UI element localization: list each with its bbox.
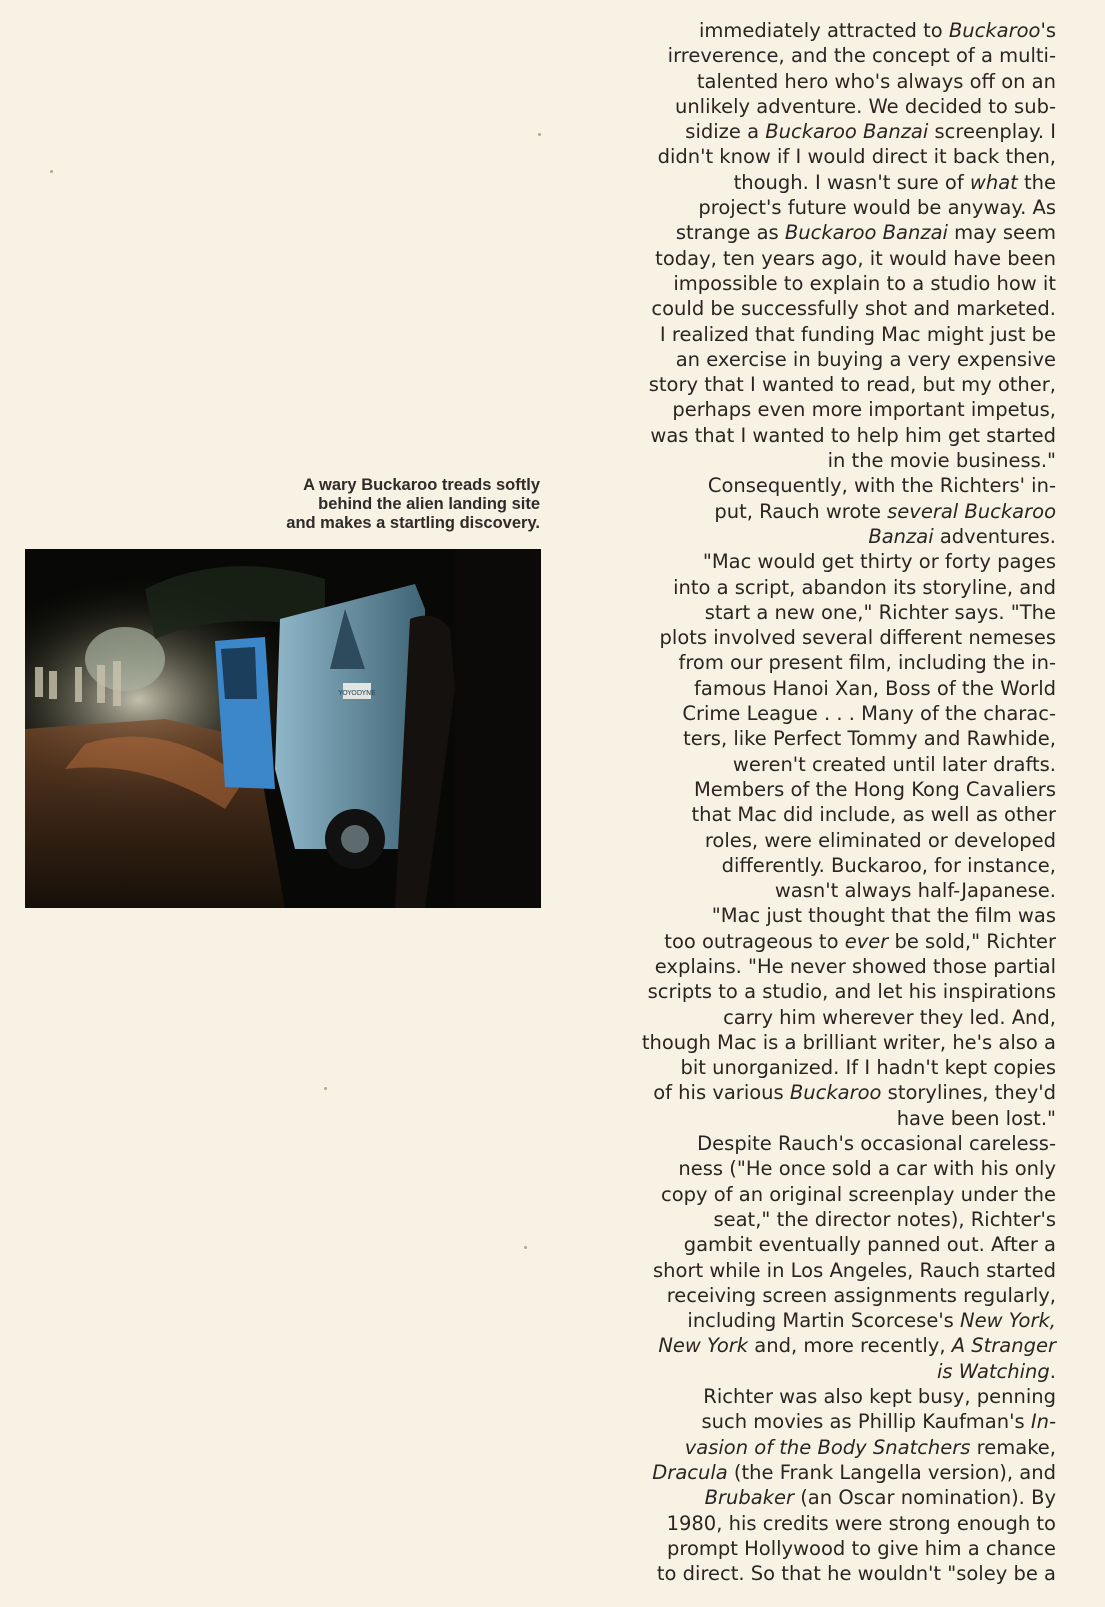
italic-run: is Watching bbox=[936, 1359, 1050, 1383]
text-run: Despite Rauch's occasional careless- bbox=[697, 1132, 1056, 1156]
article-line bbox=[616, 170, 1056, 195]
article-line bbox=[616, 878, 1056, 903]
text-run: could be successfully shot and marketed. bbox=[651, 297, 1056, 321]
text-run: Members of the Hong Kong Cavaliers bbox=[693, 777, 1056, 801]
article-line bbox=[616, 1182, 1056, 1207]
text-run: "Mac just thought that the film was bbox=[711, 904, 1056, 928]
article-line bbox=[616, 701, 1056, 726]
article-line bbox=[616, 1308, 1056, 1333]
italic-run: Banzai bbox=[868, 524, 934, 548]
text-run: roles, were eliminated or developed bbox=[704, 828, 1056, 852]
italic-run: Brubaker bbox=[704, 1486, 794, 1510]
text-run: though. I wasn't sure of bbox=[733, 170, 970, 194]
article-line bbox=[616, 828, 1056, 853]
text-run: immediately attracted to bbox=[699, 19, 949, 42]
article-line bbox=[616, 397, 1056, 422]
text-run: story that I wanted to read, but my other, bbox=[648, 373, 1056, 397]
text-run: I realized that funding Mac might just be bbox=[659, 322, 1056, 346]
text-run: didn't know if I would direct it back then, bbox=[657, 145, 1056, 169]
article-line bbox=[616, 1485, 1056, 1510]
article-line bbox=[616, 1561, 1056, 1586]
text-run: short while in Los Angeles, Rauch started bbox=[653, 1258, 1056, 1282]
article-line bbox=[616, 322, 1056, 347]
text-run: that Mac did include, as well as other bbox=[691, 803, 1056, 827]
article-line bbox=[616, 954, 1056, 979]
article-line bbox=[616, 296, 1056, 321]
italic-run: Buckaroo bbox=[789, 1081, 882, 1105]
article-line bbox=[616, 1232, 1056, 1257]
text-run: screenplay. I bbox=[928, 120, 1056, 144]
text-run: impossible to explain to a studio how it bbox=[673, 271, 1056, 295]
article-line bbox=[616, 423, 1056, 448]
text-run: such movies as Phillip Kaufman's bbox=[701, 1410, 1031, 1434]
text-run: Crime League . . . Many of the charac- bbox=[682, 702, 1056, 726]
italic-run: vasion of the Body Snatchers bbox=[684, 1435, 971, 1459]
text-run: receiving screen assignments regularly, bbox=[666, 1283, 1056, 1307]
article-line bbox=[616, 372, 1056, 397]
article-line bbox=[616, 752, 1056, 777]
text-run: irreverence, and the concept of a multi- bbox=[667, 44, 1056, 68]
text-run: seat," the director notes), Richter's bbox=[713, 1207, 1056, 1231]
text-run: (the Frank Langella version), and bbox=[727, 1460, 1056, 1484]
article-line bbox=[616, 575, 1056, 600]
article-line bbox=[616, 726, 1056, 751]
italic-run: A Stranger bbox=[951, 1334, 1056, 1358]
article-line bbox=[616, 979, 1056, 1004]
text-run: . bbox=[1049, 1359, 1056, 1383]
article-line bbox=[616, 929, 1056, 954]
text-run: adventures. bbox=[933, 524, 1056, 548]
article-line bbox=[616, 119, 1056, 144]
italic-run: ever bbox=[844, 929, 889, 953]
text-run: project's future would be anyway. As bbox=[698, 196, 1056, 220]
italic-run: several Buckaroo bbox=[887, 499, 1056, 523]
text-run: an exercise in buying a very expensive bbox=[675, 347, 1056, 371]
article-line bbox=[616, 777, 1056, 802]
article-line bbox=[616, 94, 1056, 119]
text-run: unlikely adventure. We decided to sub- bbox=[674, 94, 1056, 118]
article-line bbox=[616, 1055, 1056, 1080]
italic-run: New York bbox=[658, 1334, 749, 1358]
article-line bbox=[616, 246, 1056, 271]
article-line bbox=[616, 1460, 1056, 1485]
photo-night-van-icon bbox=[25, 549, 541, 908]
article-line bbox=[616, 347, 1056, 372]
article-line bbox=[616, 1333, 1056, 1358]
article-line bbox=[616, 549, 1056, 574]
article-line bbox=[616, 1359, 1056, 1384]
italic-run: Buckaroo Banzai bbox=[784, 221, 948, 245]
paper-speck bbox=[524, 1246, 527, 1249]
photo-caption bbox=[230, 476, 540, 533]
article-line bbox=[616, 43, 1056, 68]
text-run: today, ten years ago, it would have been bbox=[655, 246, 1056, 270]
article-line bbox=[616, 625, 1056, 650]
text-run: Consequently, with the Richters' in- bbox=[707, 474, 1056, 498]
text-run: start a new one," Richter says. "The bbox=[704, 600, 1056, 624]
article-line bbox=[616, 195, 1056, 220]
article-line bbox=[616, 1409, 1056, 1434]
text-run: 's bbox=[1040, 19, 1056, 42]
article-line bbox=[616, 1156, 1056, 1181]
text-run: though Mac is a brilliant writer, he's also a bbox=[641, 1030, 1056, 1054]
article-line bbox=[616, 1131, 1056, 1156]
text-run: weren't created until later drafts. bbox=[732, 752, 1056, 776]
article-line bbox=[616, 220, 1056, 245]
text-run: wasn't always half-Japanese. bbox=[774, 879, 1056, 903]
article-line bbox=[616, 524, 1056, 549]
article-body bbox=[616, 18, 1056, 1586]
text-run: bit unorganized. If I hadn't kept copies bbox=[680, 1056, 1056, 1080]
article-line bbox=[616, 676, 1056, 701]
text-run: "Mac would get thirty or forty pages bbox=[702, 550, 1056, 574]
text-run: gambit eventually panned out. After a bbox=[683, 1233, 1056, 1257]
text-run: explains. "He never showed those partial bbox=[654, 954, 1056, 978]
text-run: prompt Hollywood to give him a chance bbox=[666, 1536, 1056, 1560]
text-run: ness ("He once sold a car with his only bbox=[678, 1157, 1056, 1181]
text-run: strange as bbox=[675, 221, 785, 245]
italic-run: what bbox=[969, 170, 1018, 194]
article-line bbox=[616, 1207, 1056, 1232]
text-run: in the movie business." bbox=[827, 449, 1056, 473]
text-run: carry him wherever they led. And, bbox=[723, 1005, 1056, 1029]
text-run: including Martin Scorcese's bbox=[687, 1309, 961, 1333]
article-line bbox=[616, 1080, 1056, 1105]
text-run: from our present film, including the in- bbox=[678, 651, 1056, 675]
night-scene-photo bbox=[25, 549, 541, 908]
text-run: to direct. So that he wouldn't "soley be a bbox=[656, 1562, 1056, 1586]
text-run: scripts to a studio, and let his inspirations bbox=[647, 980, 1056, 1004]
paper-speck bbox=[324, 1087, 327, 1090]
italic-run: Buckaroo Banzai bbox=[765, 120, 929, 144]
text-run: the bbox=[1017, 170, 1056, 194]
text-run: differently. Buckaroo, for instance, bbox=[721, 853, 1056, 877]
article-line bbox=[616, 1106, 1056, 1131]
italic-run: New York, bbox=[960, 1309, 1056, 1333]
text-run: was that I wanted to help him get started bbox=[650, 423, 1056, 447]
text-run: into a script, abandon its storyline, and bbox=[673, 575, 1056, 599]
text-run: have been lost." bbox=[896, 1106, 1056, 1130]
italic-run: Dracula bbox=[652, 1460, 728, 1484]
article-line bbox=[616, 271, 1056, 296]
article-line bbox=[616, 1536, 1056, 1561]
article-line bbox=[616, 1384, 1056, 1409]
text-run: plots involved several different nemeses bbox=[659, 626, 1056, 650]
text-run: Richter was also kept busy, penning bbox=[703, 1385, 1056, 1409]
article-line bbox=[616, 1005, 1056, 1030]
caption-line: A wary Buckaroo treads softly bbox=[303, 476, 540, 494]
text-run: of his various bbox=[653, 1081, 790, 1105]
article-line bbox=[616, 650, 1056, 675]
text-run: perhaps even more important impetus, bbox=[672, 398, 1056, 422]
italic-run: In- bbox=[1030, 1410, 1056, 1434]
article-line bbox=[616, 853, 1056, 878]
article-line bbox=[616, 499, 1056, 524]
article-line bbox=[616, 448, 1056, 473]
text-run: and, more recently, bbox=[748, 1334, 952, 1358]
text-run: be sold," Richter bbox=[888, 929, 1056, 953]
text-run: 1980, his credits were strong enough to bbox=[666, 1511, 1056, 1535]
article-line bbox=[616, 802, 1056, 827]
text-run: copy of an original screenplay under the bbox=[661, 1182, 1056, 1206]
caption-line: behind the alien landing site bbox=[318, 495, 540, 513]
article-line bbox=[616, 144, 1056, 169]
text-run: too outrageous to bbox=[664, 929, 845, 953]
article-line bbox=[616, 1283, 1056, 1308]
text-run: talented hero who's always off on an bbox=[696, 69, 1056, 93]
article-line bbox=[616, 1511, 1056, 1536]
article-line bbox=[616, 473, 1056, 498]
paper-speck bbox=[50, 170, 53, 173]
italic-run: Buckaroo bbox=[948, 19, 1041, 42]
text-run: sidize a bbox=[685, 120, 766, 144]
van-logo-text: YOYODYNE bbox=[338, 689, 376, 697]
text-run: ters, like Perfect Tommy and Rawhide, bbox=[683, 727, 1056, 751]
caption-line: and makes a startling discovery. bbox=[286, 514, 540, 532]
text-run: famous Hanoi Xan, Boss of the World bbox=[694, 676, 1056, 700]
text-run: put, Rauch wrote bbox=[714, 499, 888, 523]
article-line bbox=[616, 903, 1056, 928]
text-run: remake, bbox=[970, 1435, 1056, 1459]
article-line bbox=[616, 69, 1056, 94]
text-run: storylines, they'd bbox=[881, 1081, 1056, 1105]
article-line bbox=[616, 1030, 1056, 1055]
article-line bbox=[616, 18, 1056, 43]
text-run: (an Oscar nomination). By bbox=[794, 1486, 1056, 1510]
text-run: may seem bbox=[947, 221, 1056, 245]
article-line bbox=[616, 1258, 1056, 1283]
article-line bbox=[616, 1435, 1056, 1460]
paper-speck bbox=[538, 133, 541, 136]
article-line bbox=[616, 600, 1056, 625]
